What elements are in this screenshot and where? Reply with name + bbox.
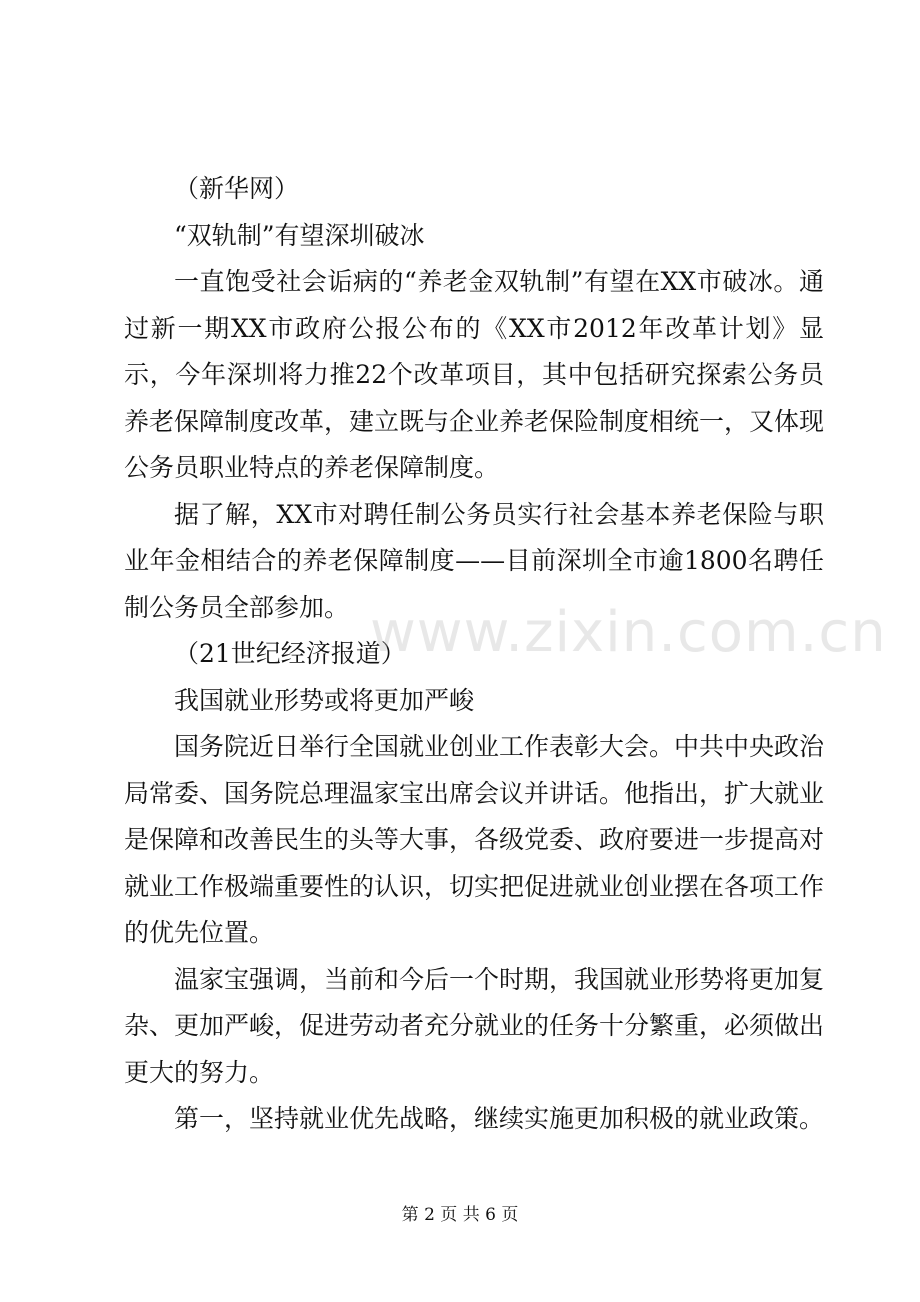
body-paragraph: 国务院近日举行全国就业创业工作表彰大会。中共中央政治局常委、国务院总理温家宝出席会议并讲话。他指出，扩大就业是保障和改善民生的头等大事，各级党委、政府要进一步提高对就业工作极端重要性的认识，切实把促进就业创业摆在各项工作的优先位置。 — [124, 732, 825, 947]
body-paragraph: 一直饱受社会诟病的“养老金双轨制”有望在XX市破冰。通过新一期XX市政府公报公布的《XX市2012年改革计划》显示，今年深圳将力推22个改革项目，其中包括研究探索公务员养老保障制度改革，建立既与企业养老保险制度相统一，又体现公务员职业特点的养老保障制度。 — [124, 267, 825, 482]
body-paragraph: 据了解，XX市对聘任制公务员实行社会基本养老保险与职业年金相结合的养老保障制度——目前深圳全市逾1800名聘任制公务员全部参加。 — [124, 499, 824, 622]
source-line: （21世纪经济报道） — [174, 639, 406, 668]
article-headline: “双轨制”有望深圳破冰 — [174, 220, 425, 250]
source-line: （新华网） — [174, 174, 300, 203]
watermark: www.zixin.com.cn — [370, 600, 887, 665]
page-number-footer: 第 2 页 共 6 页 — [401, 1205, 519, 1225]
body-paragraph: 温家宝强调，当前和今后一个时期，我国就业形势将更加复杂、更加严峻，促进劳动者充分就业的任务十分繁重，必须做出更大的努力。 — [124, 964, 825, 1087]
article-headline: 我国就业形势或将更加严峻 — [174, 685, 475, 715]
body-paragraph: 第一，坚持就业优先战略，继续实施更加积极的就业政策。 — [174, 1104, 825, 1133]
